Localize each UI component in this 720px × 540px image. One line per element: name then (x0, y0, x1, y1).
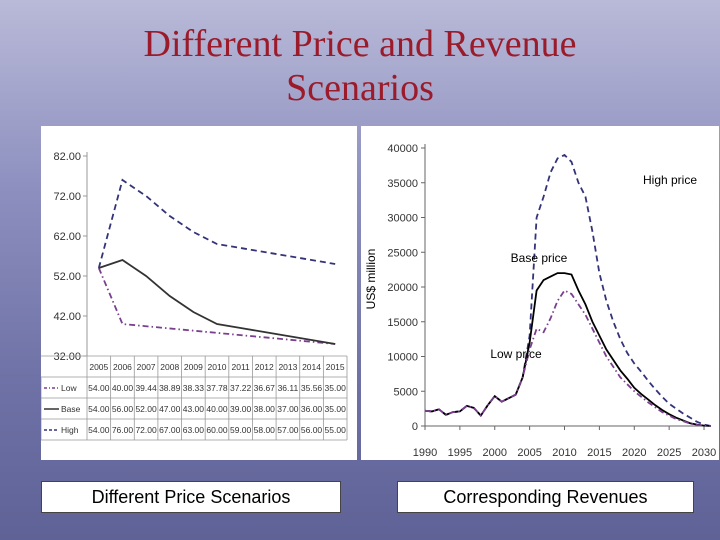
y-tick-label: 72.00 (53, 191, 81, 203)
x-tick-label: 2030 (691, 447, 717, 459)
series-line-base (99, 260, 335, 344)
price-scenarios-chart (41, 126, 357, 460)
y-axis-label: US$ million (364, 248, 378, 310)
x-tick-label: 2020 (622, 447, 647, 459)
caption-revenues: Corresponding Revenues (397, 481, 694, 513)
y-tick-label: 32.00 (53, 351, 81, 363)
series-line-high (99, 180, 335, 268)
x-category-label: 2013 (278, 362, 298, 372)
x-category-label: 2015 (325, 362, 345, 372)
y-tick-label: 52.00 (53, 271, 81, 283)
x-category-label: 2007 (136, 362, 156, 372)
table-value: 56.00 (300, 425, 323, 435)
table-value: 55.00 (324, 425, 346, 435)
legend-label: Low (61, 383, 77, 393)
table-value: 37.78 (206, 383, 228, 393)
x-category-label: 2005 (89, 362, 109, 372)
table-value: 72.00 (135, 425, 157, 435)
caption-price-scenarios: Different Price Scenarios (41, 481, 341, 513)
table-value: 47.00 (159, 404, 181, 414)
y-tick-label: 25000 (387, 247, 418, 260)
y-tick-label: 5000 (393, 386, 418, 399)
y-tick-label: 15000 (387, 316, 418, 329)
x-tick-label: 1995 (447, 447, 473, 459)
x-tick-label: 2000 (482, 447, 507, 459)
annotation-label: Low price (490, 347, 542, 361)
table-value: 35.00 (324, 404, 346, 414)
revenues-chart (361, 126, 719, 460)
slide-title-line2: Scenarios (286, 67, 434, 109)
table-value: 38.89 (159, 383, 181, 393)
legend-label: High (61, 425, 79, 435)
table-value: 59.00 (229, 425, 252, 435)
x-category-label: 2008 (160, 362, 180, 372)
table-value: 36.11 (277, 383, 299, 393)
legend-label: Base (61, 404, 81, 414)
series-line-low (99, 268, 335, 344)
series-line-base-price (425, 273, 711, 426)
annotation-label: High price (642, 173, 698, 187)
table-value: 60.00 (206, 425, 228, 435)
y-tick-label: 30000 (387, 212, 418, 225)
table-value: 39.44 (135, 383, 157, 393)
y-tick-label: 82.00 (53, 151, 81, 163)
table-value: 67.00 (159, 425, 181, 435)
table-value: 38.00 (253, 404, 275, 414)
x-tick-label: 2015 (587, 447, 612, 459)
table-value: 54.00 (88, 404, 110, 414)
y-tick-label: 62.00 (53, 231, 81, 243)
x-tick-label: 1990 (412, 447, 438, 459)
x-tick-label: 2010 (552, 447, 577, 459)
table-value: 35.00 (324, 383, 346, 393)
y-tick-label: 35000 (387, 177, 418, 190)
table-value: 76.00 (111, 425, 134, 435)
slide-title-line1: Different Price and Revenue (143, 23, 577, 65)
table-value: 37.22 (229, 383, 252, 393)
table-value: 52.00 (135, 404, 157, 414)
x-category-label: 2009 (183, 362, 203, 372)
table-value: 54.00 (88, 383, 110, 393)
x-tick-label: 2025 (656, 447, 682, 459)
x-category-label: 2006 (112, 362, 132, 372)
table-value: 56.00 (111, 404, 134, 414)
table-value: 38.33 (182, 383, 205, 393)
table-value: 39.00 (229, 404, 252, 414)
table-value: 58.00 (253, 425, 275, 435)
x-category-label: 2012 (254, 362, 274, 372)
table-value: 37.00 (277, 404, 299, 414)
revenues-svg (361, 126, 719, 460)
series-line-high-price (425, 155, 711, 426)
y-tick-label: 20000 (387, 282, 418, 294)
table-value: 36.00 (300, 404, 323, 414)
x-tick-label: 2005 (517, 447, 542, 459)
y-tick-label: 0 (411, 421, 418, 433)
slide-title (0, 22, 720, 110)
table-value: 36.67 (253, 383, 275, 393)
annotation-label: Base price (510, 251, 568, 265)
table-value: 35.56 (300, 383, 323, 393)
x-category-label: 2011 (231, 362, 250, 372)
y-tick-label: 10000 (387, 351, 418, 364)
y-tick-label: 40000 (387, 143, 418, 155)
x-category-label: 2014 (302, 362, 322, 372)
x-category-label: 2010 (207, 362, 227, 372)
price-scenarios-svg (41, 126, 357, 460)
table-value: 63.00 (182, 425, 205, 435)
table-value: 54.00 (88, 425, 110, 435)
table-value: 40.00 (206, 404, 228, 414)
y-tick-label: 42.00 (53, 311, 81, 323)
table-value: 43.00 (182, 404, 205, 414)
table-value: 57.00 (277, 425, 299, 435)
table-value: 40.00 (111, 383, 134, 393)
